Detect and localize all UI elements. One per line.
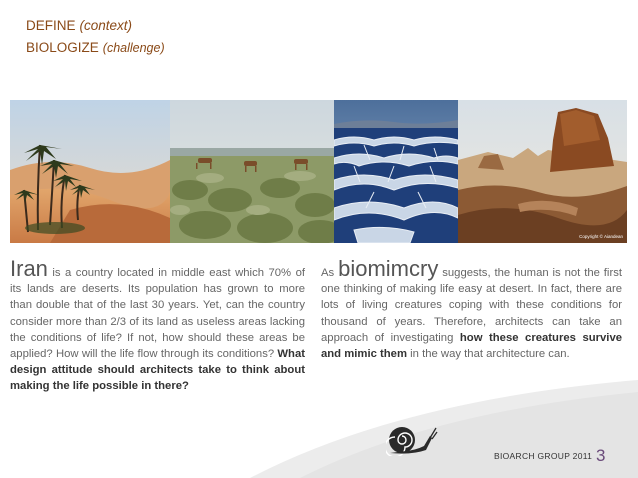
steppe-gazelles-photo — [170, 100, 334, 243]
left-body-text: is a country located in middle east which 70% of its lands are deserts. Its population has grown to more than double that of the last 30 years. Yet, can the country consider more than 2/3 of its land as useless areas lacking the conditions of life? If not, how should these areas be applied? How will the life flow through its conditions? — [10, 267, 305, 361]
photo-strip — [10, 100, 627, 243]
right-tail-text: in the way that architecture can. — [407, 348, 570, 361]
right-emphasis-text: how these creatures survive and mimic them — [321, 331, 623, 361]
right-lead-word: biomimcry — [338, 256, 439, 281]
desert-palms-photo — [10, 100, 170, 243]
right-pre-text: As — [321, 267, 339, 279]
heading-biologize-note: (challenge) — [102, 41, 165, 55]
page-number: 3 — [596, 446, 606, 465]
heading-biologize — [26, 40, 165, 56]
left-column-text — [10, 256, 305, 395]
left-lead-word: Iran — [10, 256, 48, 281]
snail-logo-icon — [386, 424, 438, 456]
footer-swoosh — [0, 380, 638, 478]
salt-flat-photo — [334, 100, 458, 243]
photo-copyright: Copyright © Aiandean — [579, 234, 623, 239]
right-column-text — [321, 256, 623, 362]
rock-formations-photo — [458, 100, 627, 243]
heading-define-note: (context) — [79, 18, 133, 33]
heading-define-label: DEFINE — [26, 18, 76, 33]
right-body-text: suggests, the human is not the first one thinking of making life easy at desert. In fact, there are lots of living creatures coping with these conditions for thousand of years. Therefore, architects can take an approach of investigating — [321, 267, 622, 344]
left-emphasis-text: What design attitude should architects take to think about making the life possible in there? — [10, 348, 305, 393]
footer-brand: BIOARCH GROUP 2011 — [494, 451, 593, 461]
heading-biologize-label: BIOLOGIZE — [26, 40, 99, 55]
heading-define — [26, 18, 132, 34]
